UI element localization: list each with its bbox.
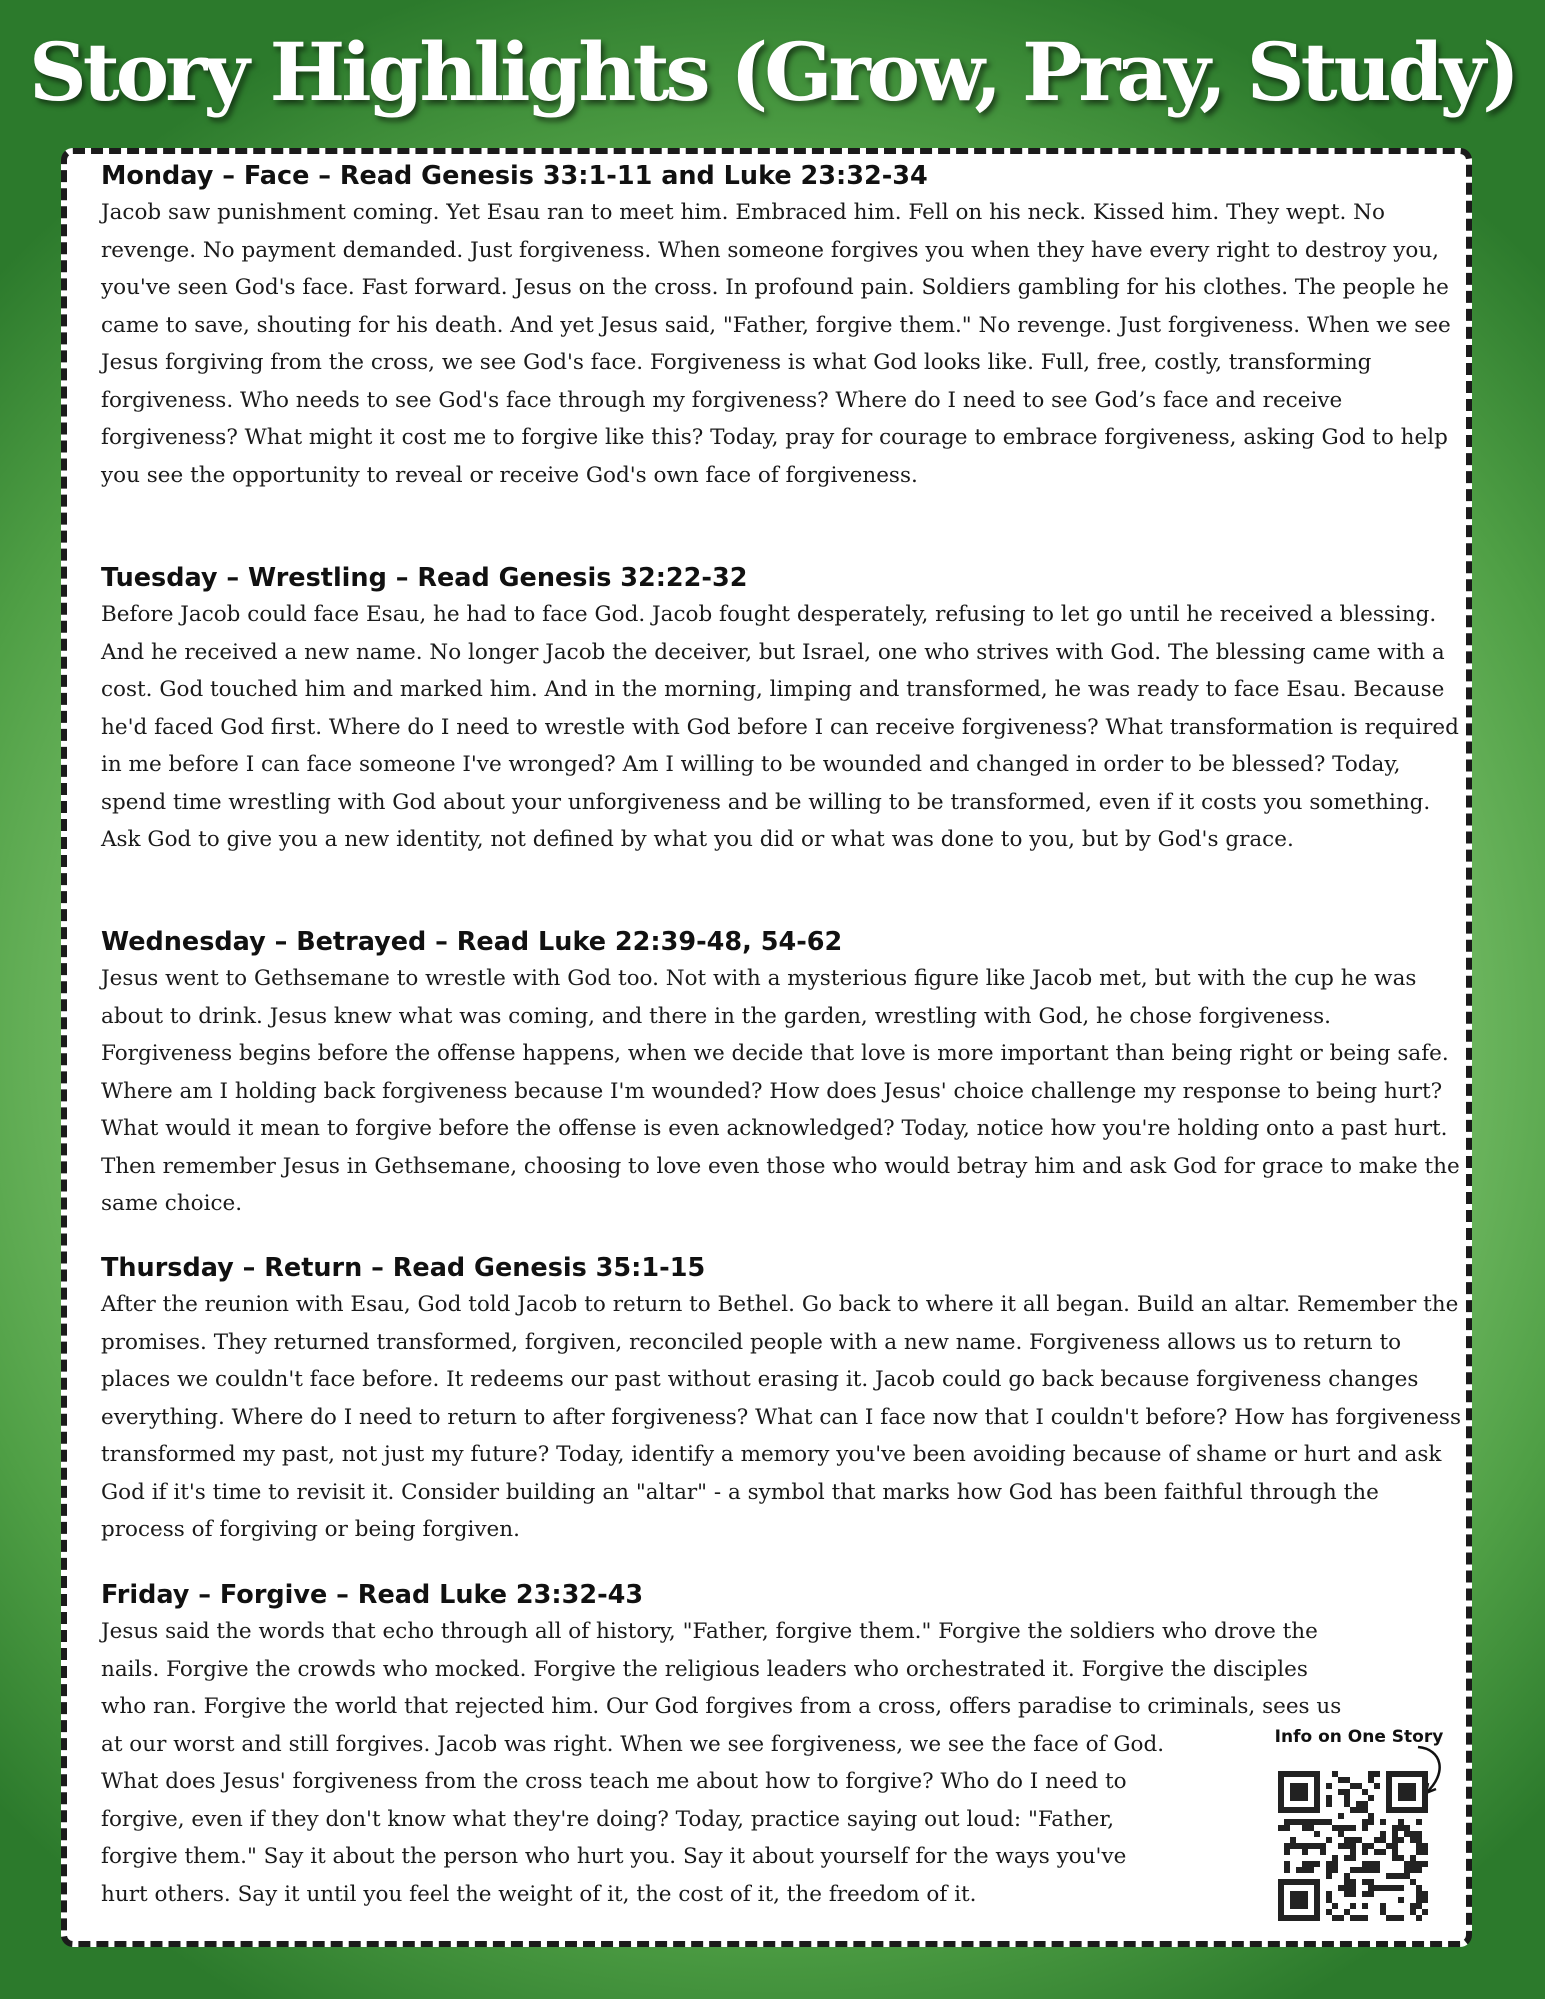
body-line: What does Jesus' forgiveness from the cross teach me about how to forgive? Who do I need to: [101, 1769, 1127, 1794]
section-body: After the reunion with Esau, God told Jacob to return to Bethel. Go back to where it all began. Build an altar. Remember the promises. They returned transformed, forgiven, reconciled people with a new name. Forgiveness allows us to return to places we couldn't face before. It redeems our past without erasing it. Jacob could go back because forgiveness changes everything. Where do I need to return to after forgiveness? What can I face now that I couldn't before? How has forgiveness transformed my past, not just my future? Today, identify a memory you've been avoiding because of shame or hurt and ask God if it's time to revisit it. Consider building an "altar" - a symbol that marks how God has been faithful through the process of forgiving or being forgiven.: [101, 1292, 1462, 1542]
qr-code-icon[interactable]: [1278, 1771, 1428, 1921]
body-line: who ran. Forgive the world that rejected him. Our God forgives from a cross, offers paradise to criminals, sees us: [101, 1694, 1342, 1719]
body-line: at our worst and still forgives. Jacob was right. When we see forgiveness, we see the face of God.: [101, 1731, 1165, 1757]
section-heading: Thursday – Return – Read Genesis 35:1-15: [101, 1253, 706, 1283]
section-tuesday: [101, 560, 1465, 859]
section-heading: Friday – Forgive – Read Luke 23:32-43: [101, 1580, 644, 1610]
body-line: forgive, even if they don't know what they're doing? Today, practice saying out loud: "Father,: [101, 1806, 1115, 1832]
section-body: [101, 1613, 1465, 1913]
body-line: Jesus said the words that echo through all of history, "Father, forgive them." Forgive the soldiers who drove the: [101, 1619, 1318, 1644]
section-heading: Wednesday – Betrayed – Read Luke 22:39-48, 54-62: [101, 927, 843, 957]
section-heading: Monday – Face – Read Genesis 33:1-11 and Luke 23:32-34: [101, 161, 928, 191]
section-body: Before Jacob could face Esau, he had to face God. Jacob fought desperately, refusing to let go until he received a blessing. And he received a new name. No longer Jacob the deceiver, but Israel, one who strives with God. The blessing came with a cost. God touched him and marked him. And in the morning, limping and transformed, he was ready to face Esau. Because he'd faced God first. Where do I need to wrestle with God before I can receive forgiveness? What transformation is required in me before I can face someone I've wronged? Am I willing to be wounded and changed in order to be blessed? Today, spend time wrestling with God about your unforgiveness and be willing to be transformed, even if it costs you something. Ask God to give you a new identity, not defined by what you did or what was done to you, but by God's grace.: [101, 602, 1459, 852]
section-wednesday: [101, 924, 1465, 1223]
body-line: forgive them." Say it about the person who hurt you. Say it about yourself for the ways you've: [101, 1844, 1127, 1869]
section-monday: [101, 158, 1465, 494]
section-body: Jesus went to Gethsemane to wrestle with God too. Not with a mysterious figure like Jacob met, but with the cup he was about to drink. Jesus knew what was coming, and there in the garden, wrestling with God, he chose forgiveness. Forgiveness begins before the offense happens, when we decide that love is more important than being right or being safe. Where am I holding back forgiveness because I'm wounded? How does Jesus' choice challenge my response to being hurt? What would it mean to forgive before the offense is even acknowledged? Today, notice how you're holding onto a past hurt. Then remember Jesus in Gethsemane, choosing to love even those who would betray him and ask God for grace to make the same choice.: [101, 966, 1460, 1216]
section-body: Jacob saw punishment coming. Yet Esau ran to meet him. Embraced him. Fell on his neck. Kissed him. They wept. No revenge. No payment demanded. Just forgiveness. When someone forgives you when they have every right to destroy you, you've seen God's face. Fast forward. Jesus on the cross. In profound pain. Soldiers gambling for his clothes. The people he came to save, shouting for his death. And yet Jesus said, "Father, forgive them." No revenge. Just forgiveness. When we see Jesus forgiving from the cross, we see God's face. Forgiveness is what God looks like. Full, free, costly, transforming forgiveness. Who needs to see God's face through my forgiveness? Where do I need to see God’s face and receive forgiveness? What might it cost me to forgive like this? Today, pray for courage to embrace forgiveness, asking God to help you see the opportunity to reveal or receive God's own face of forgiveness.: [101, 200, 1451, 488]
section-friday: [101, 1577, 1465, 1913]
body-line: nails. Forgive the crowds who mocked. Forgive the religious leaders who orchestrated it. Forgive the disciples: [101, 1656, 1308, 1682]
section-heading: Tuesday – Wrestling – Read Genesis 32:22-32: [101, 563, 748, 593]
page-title: Story Highlights (Grow, Pray, Study): [29, 25, 1516, 119]
qr-block: [1264, 1727, 1454, 1942]
qr-label: Info on One Story: [1274, 1727, 1444, 1747]
content-panel: [61, 148, 1472, 1947]
section-thursday: [101, 1250, 1465, 1549]
body-line: hurt others. Say it until you feel the weight of it, the cost of it, the freedom of it.: [101, 1881, 977, 1907]
